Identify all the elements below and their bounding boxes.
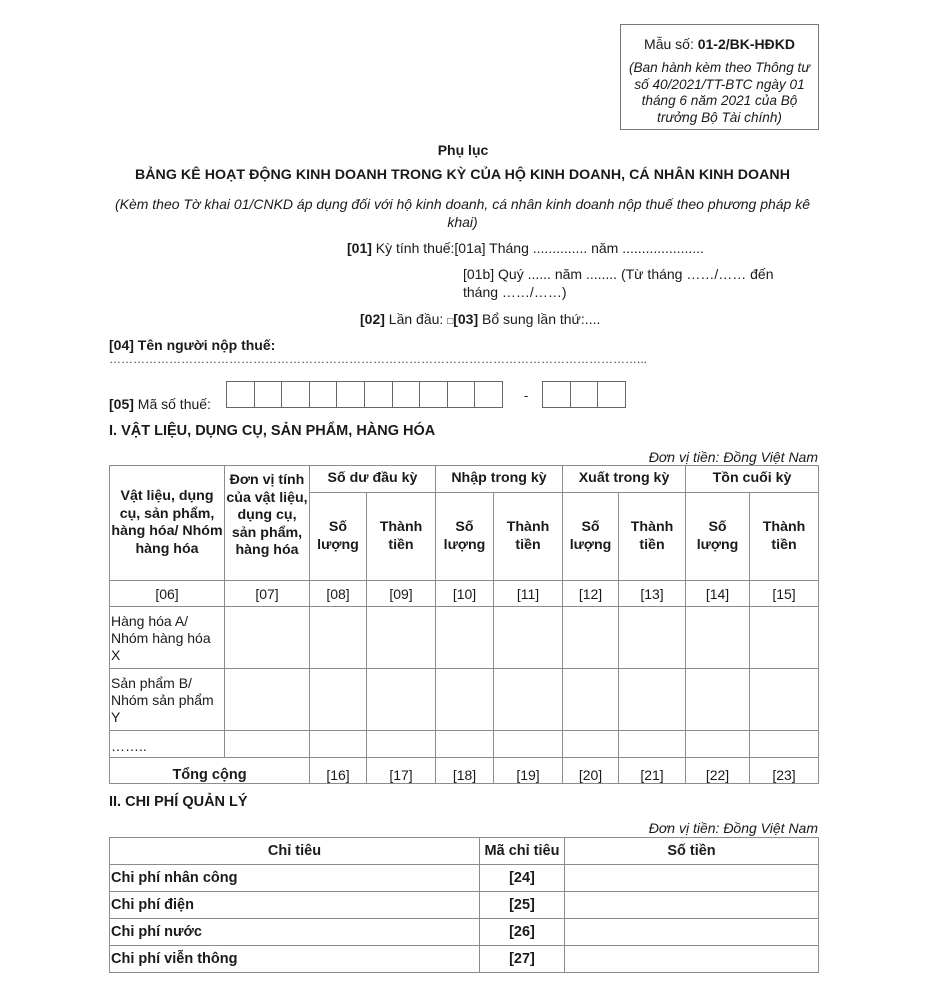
total-row — [110, 758, 819, 784]
field-code-05: [05] — [109, 396, 134, 412]
total-code: [23] — [750, 758, 819, 784]
table-cell[interactable] — [310, 731, 367, 758]
page-subtitle: (Kèm theo Tờ khai 01/CNKD áp dụng đối với hộ kinh doanh, cá nhân kinh doanh nộp thuế theo phương pháp kê khai) — [114, 196, 811, 230]
total-code: [22] — [686, 758, 750, 784]
field-code-03: [03] — [453, 311, 479, 327]
table-cell[interactable] — [225, 607, 310, 669]
table-cell[interactable] — [310, 607, 367, 669]
expense-code: [24] — [480, 865, 565, 892]
table-row — [110, 946, 819, 973]
table-row — [110, 865, 819, 892]
column-code: [10] — [436, 581, 494, 607]
table-cell[interactable] — [310, 669, 367, 731]
supplement-number-field[interactable]: Bổ sung lần thứ:.... — [478, 311, 601, 327]
tax-code-main-boxes[interactable] — [227, 381, 503, 408]
expense-amount[interactable] — [565, 919, 819, 946]
issuing-circular: (Ban hành kèm theo Thông tư số 40/2021/TT-BTC ngày 01 tháng 6 năm 2021 của Bộ trưởng Bộ Tài chính) — [629, 60, 810, 125]
column-code-row — [110, 581, 819, 607]
tax-code-digit-box[interactable] — [226, 381, 255, 408]
header-amount: Thành tiền — [494, 493, 563, 581]
tax-code-digit-box[interactable] — [474, 381, 503, 408]
expense-code: [26] — [480, 919, 565, 946]
field-code-01: [01] — [347, 240, 372, 256]
column-code: [12] — [563, 581, 619, 607]
table-cell[interactable] — [619, 731, 686, 758]
column-code: [15] — [750, 581, 819, 607]
form-number-label: Mẫu số: — [644, 36, 698, 52]
first-time-label: Lần đầu: — [384, 311, 448, 327]
header-quantity: Số lượng — [436, 493, 494, 581]
section-2-title: II. CHI PHÍ QUẢN LÝ — [109, 794, 248, 810]
table-cell[interactable] — [436, 607, 494, 669]
tax-period-month-field[interactable] — [347, 239, 704, 257]
expense-amount[interactable] — [565, 892, 819, 919]
appendix-label: Phụ lục — [437, 142, 489, 158]
column-code: [13] — [619, 581, 686, 607]
total-code: [16] — [310, 758, 367, 784]
expense-amount[interactable] — [565, 865, 819, 892]
header-quantity: Số lượng — [686, 493, 750, 581]
tax-code-digit-box[interactable] — [542, 381, 571, 408]
total-code: [20] — [563, 758, 619, 784]
header-closing-balance: Tồn cuối kỳ — [686, 466, 819, 493]
column-code: [08] — [310, 581, 367, 607]
form-number — [621, 35, 818, 53]
tax-period-quarter-field-cont: tháng ……/……) — [463, 284, 567, 300]
column-code: [14] — [686, 581, 750, 607]
column-code: [11] — [494, 581, 563, 607]
header-received: Nhập trong kỳ — [436, 466, 563, 493]
table-row — [110, 607, 819, 669]
header-amount: Thành tiền — [750, 493, 819, 581]
tax-code-digit-box[interactable] — [447, 381, 476, 408]
management-expense-table — [109, 837, 819, 973]
header-amount: Thành tiền — [367, 493, 436, 581]
expense-label: Chi phí nhân công — [110, 865, 480, 892]
table-cell[interactable] — [619, 607, 686, 669]
tax-code-digit-box[interactable] — [336, 381, 365, 408]
table-row — [110, 892, 819, 919]
column-code: [07] — [225, 581, 310, 607]
first-time-checkbox[interactable]: □ — [447, 316, 454, 327]
table-cell[interactable] — [619, 669, 686, 731]
tax-code-digit-box[interactable] — [597, 381, 626, 408]
section-2-currency-unit: Đơn vị tiền: Đồng Việt Nam — [648, 820, 818, 836]
expense-code: [27] — [480, 946, 565, 973]
header-issued: Xuất trong kỳ — [563, 466, 686, 493]
tax-code-digit-box[interactable] — [309, 381, 338, 408]
form-number-box — [620, 24, 819, 130]
table-cell[interactable] — [686, 607, 750, 669]
taxpayer-name-input[interactable]: ……………………………………………………………………………………………………………………... — [109, 352, 648, 366]
table-row — [110, 669, 819, 731]
tax-code-label — [109, 395, 211, 413]
table-cell[interactable] — [367, 669, 436, 731]
header-quantity: Số lượng — [563, 493, 619, 581]
tax-code-digit-box[interactable] — [419, 381, 448, 408]
table-cell[interactable] — [225, 669, 310, 731]
section-1-currency-unit: Đơn vị tiền: Đồng Việt Nam — [648, 449, 818, 465]
column-code: [09] — [367, 581, 436, 607]
table-cell[interactable] — [750, 731, 819, 758]
submission-type-row — [360, 310, 600, 331]
inventory-table — [109, 465, 819, 784]
section-1-title: I. VẬT LIỆU, DỤNG CỤ, SẢN PHẨM, HÀNG HÓA — [109, 423, 436, 439]
expense-label: Chi phí viễn thông — [110, 946, 480, 973]
table-row — [110, 731, 819, 758]
table-cell[interactable] — [563, 731, 619, 758]
header-quantity: Số lượng — [310, 493, 367, 581]
header-amount: Thành tiền — [619, 493, 686, 581]
header-amount: Số tiền — [565, 838, 819, 865]
table-cell[interactable] — [750, 669, 819, 731]
item-name: …….. — [110, 731, 225, 758]
header-unit-of-measure: Đơn vị tính của vật liệu, dụng cụ, sản phẩm, hàng hóa — [225, 466, 310, 581]
tax-code-label-text: Mã số thuế: — [133, 396, 211, 412]
item-name: Sản phẩm B/ Nhóm sản phẩm Y — [110, 669, 225, 731]
tax-code-branch-boxes[interactable] — [543, 381, 626, 408]
tax-code-digit-box[interactable] — [392, 381, 421, 408]
table-cell[interactable] — [686, 731, 750, 758]
tax-code-digit-box[interactable] — [254, 381, 283, 408]
tax-period-quarter-field[interactable]: [01b] Quý ...... năm ........ (Từ tháng ……/…… đến — [463, 266, 774, 282]
table-cell[interactable] — [494, 731, 563, 758]
total-label: Tổng cộng — [110, 758, 310, 784]
tax-code-digit-box[interactable] — [281, 381, 310, 408]
tax-code-digit-box[interactable] — [364, 381, 393, 408]
total-code: [19] — [494, 758, 563, 784]
table-cell[interactable] — [686, 669, 750, 731]
tax-code-digit-box[interactable] — [570, 381, 599, 408]
table-cell[interactable] — [563, 669, 619, 731]
header-indicator: Chỉ tiêu — [110, 838, 480, 865]
table-cell[interactable] — [367, 731, 436, 758]
page-title: BẢNG KÊ HOẠT ĐỘNG KINH DOANH TRONG KỲ CỦA HỘ KINH DOANH, CÁ NHÂN KINH DOANH — [134, 167, 791, 183]
item-name: Hàng hóa A/ Nhóm hàng hóa X — [110, 607, 225, 669]
header-indicator-code: Mã chỉ tiêu — [480, 838, 565, 865]
total-code: [17] — [367, 758, 436, 784]
expense-label: Chi phí điện — [110, 892, 480, 919]
tax-period-label: Kỳ tính thuế:[01a] Tháng .............. năm ..................... — [371, 240, 704, 256]
taxpayer-name-label: [04] Tên người nộp thuế: — [109, 337, 276, 353]
header-item: Vật liệu, dụng cụ, sản phẩm, hàng hóa/ Nhóm hàng hóa — [110, 466, 225, 581]
column-code: [06] — [110, 581, 225, 607]
total-code: [18] — [436, 758, 494, 784]
table-cell[interactable] — [225, 731, 310, 758]
table-row — [110, 919, 819, 946]
table-cell[interactable] — [563, 607, 619, 669]
expense-amount[interactable] — [565, 946, 819, 973]
table-cell[interactable] — [436, 669, 494, 731]
tax-code-dash: - — [524, 388, 529, 403]
table-cell[interactable] — [436, 731, 494, 758]
form-number-value: 01-2/BK-HĐKD — [697, 36, 795, 52]
table-cell[interactable] — [750, 607, 819, 669]
table-cell[interactable] — [494, 669, 563, 731]
table-cell[interactable] — [494, 607, 563, 669]
expense-code: [25] — [480, 892, 565, 919]
header-opening-balance: Số dư đầu kỳ — [310, 466, 436, 493]
expense-label: Chi phí nước — [110, 919, 480, 946]
table-cell[interactable] — [367, 607, 436, 669]
field-code-02: [02] — [360, 311, 385, 327]
total-code: [21] — [619, 758, 686, 784]
